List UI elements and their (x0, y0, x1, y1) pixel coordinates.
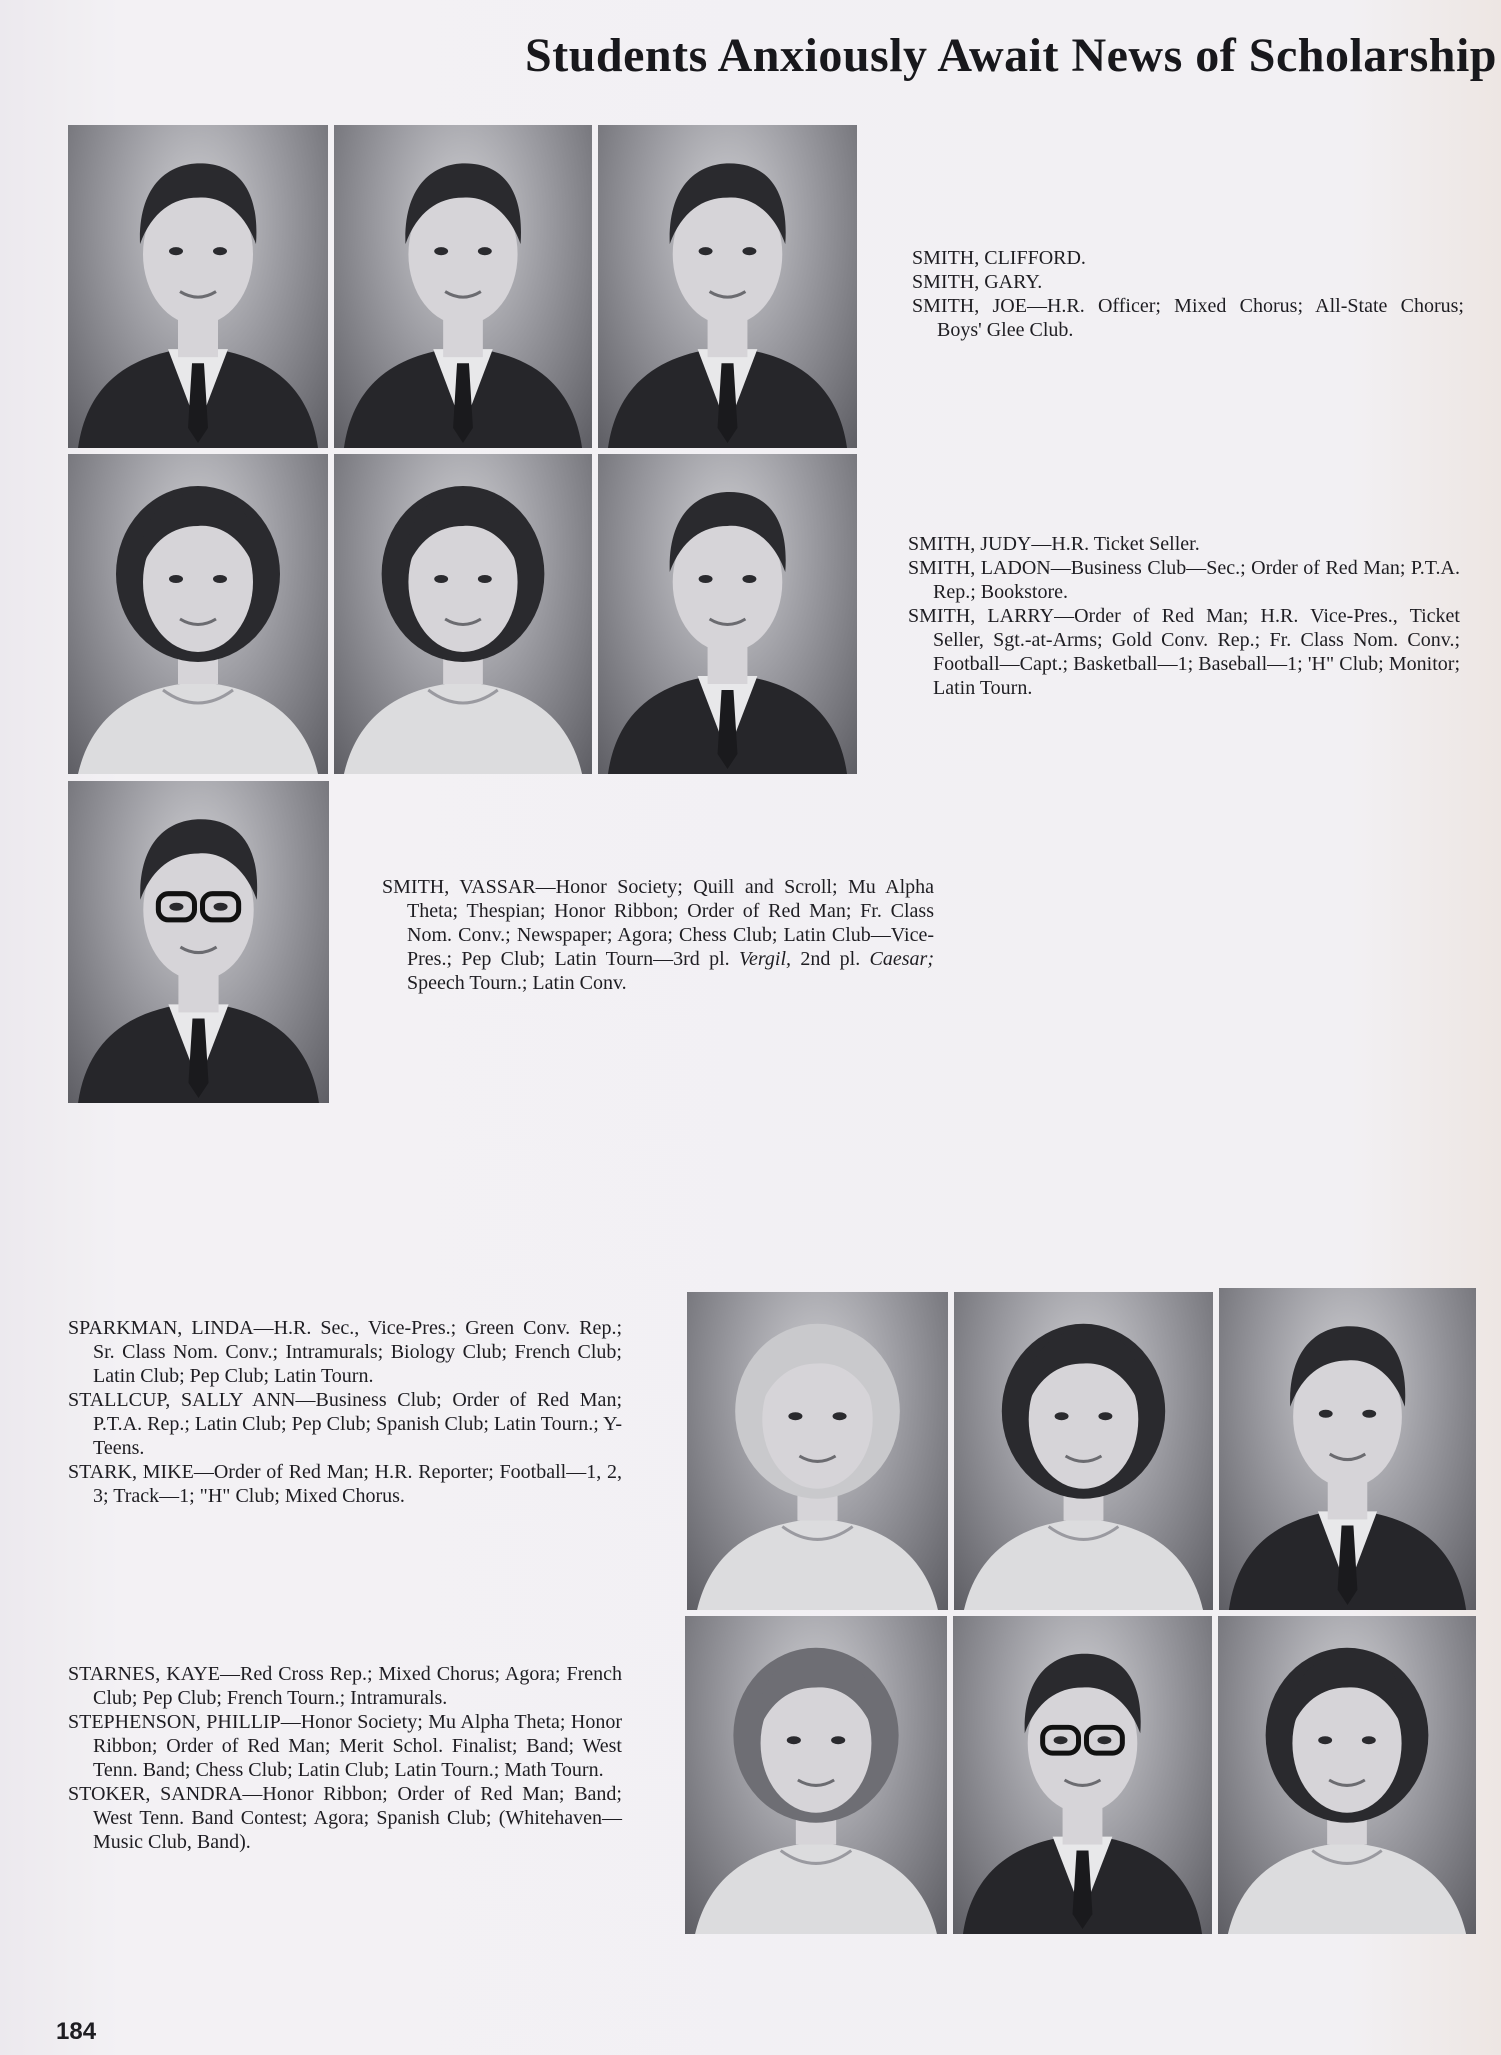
caption-entry: SMITH, LADON—Business Club—Sec.; Order of Red Man; P.T.A. Rep.; Bookstore. (908, 557, 1460, 603)
page-number: 184 (56, 2018, 97, 2045)
caption-entry: SPARKMAN, LINDA—H.R. Sec., Vice-Pres.; Green Conv. Rep.; Sr. Class Nom. Conv.; Intramurals; Biology Club; French Club; Latin Club; Pep Club; Latin Tourn. (68, 1317, 622, 1387)
caption-group-smith-2 (908, 532, 1460, 700)
caption-group-smith-vassar (382, 875, 934, 995)
portrait-smith-larry (598, 454, 857, 774)
caption-entry: SMITH, JUDY—H.R. Ticket Seller. (908, 533, 1200, 555)
portrait-silhouette (598, 125, 857, 448)
caption-group-starnes (68, 1662, 622, 1854)
caption-entry: STOKER, SANDRA—Honor Ribbon; Order of Red Man; Band; West Tenn. Band Contest; Agora; Spanish Club; (Whitehaven—Music Club, Band). (68, 1783, 622, 1853)
portrait-silhouette (685, 1616, 947, 1934)
caption-italic: Vergil, (738, 948, 791, 970)
portrait-silhouette (334, 454, 592, 774)
portrait-stark-mike (1219, 1288, 1476, 1610)
caption-entry: STARNES, KAYE—Red Cross Rep.; Mixed Chorus; Agora; French Club; Pep Club; French Tourn.; Intramurals. (68, 1663, 622, 1709)
caption-text: 2nd pl. (791, 948, 870, 970)
caption-entry: STEPHENSON, PHILLIP—Honor Society; Mu Alpha Theta; Honor Ribbon; Order of Red Man; Merit Schol. Finalist; Band; West Tenn. Band; Chess Club; Latin Club; Latin Tourn.; Math Tourn. (68, 1711, 622, 1781)
caption-italic: Caesar; (869, 948, 934, 970)
portrait-silhouette (334, 125, 592, 448)
caption-entry: SMITH, JOE—H.R. Officer; Mixed Chorus; All-State Chorus; Boys' Glee Club. (912, 295, 1464, 341)
portrait-smith-ladon (334, 454, 592, 774)
caption-group-smith-1 (912, 246, 1464, 342)
caption-entry: STALLCUP, SALLY ANN—Business Club; Order of Red Man; P.T.A. Rep.; Latin Club; Pep Club; Spanish Club; Latin Tourn.; Y-Teens. (68, 1389, 622, 1459)
portrait-smith-gary (334, 125, 592, 448)
portrait-sparkman-linda (687, 1292, 948, 1610)
portrait-smith-joe (598, 125, 857, 448)
portrait-silhouette (68, 125, 328, 448)
portrait-silhouette (953, 1616, 1212, 1934)
portrait-smith-vassar (68, 781, 329, 1103)
portrait-stallcup-sally-ann (954, 1292, 1213, 1610)
portrait-silhouette (68, 454, 328, 774)
portrait-silhouette (954, 1292, 1213, 1610)
portrait-smith-clifford (68, 125, 328, 448)
caption-group-sparkman (68, 1316, 622, 1508)
caption-text: SMITH, VASSAR—Honor Society; Quill and Scroll; Mu Alpha Theta; Thespian; Honor Ribbon; Order of Red Man; Fr. Class Nom. Conv.; Newspaper; Agora; Chess Club; Latin Club—Vice-Pres.; Pep Club; Latin Tourn—3rd pl. (382, 876, 934, 970)
caption-entry (382, 875, 934, 995)
portrait-silhouette (1218, 1616, 1476, 1934)
portrait-silhouette (1219, 1288, 1476, 1610)
caption-text: Speech Tourn.; Latin Conv. (407, 972, 627, 994)
portrait-stoker-sandra (1218, 1616, 1476, 1934)
portrait-starnes-kaye (685, 1616, 947, 1934)
page-title: Students Anxiously Await News of Scholarship (525, 29, 1497, 82)
portrait-silhouette (598, 454, 857, 774)
portrait-stephenson-phillip (953, 1616, 1212, 1934)
caption-entry: STARK, MIKE—Order of Red Man; H.R. Reporter; Football—1, 2, 3; Track—1; "H" Club; Mixed Chorus. (68, 1461, 622, 1507)
portrait-silhouette (68, 781, 329, 1103)
portrait-smith-judy (68, 454, 328, 774)
caption-entry: SMITH, GARY. (912, 271, 1043, 293)
caption-entry: SMITH, LARRY—Order of Red Man; H.R. Vice-Pres., Ticket Seller, Sgt.-at-Arms; Gold Conv. Rep.; Fr. Class Nom. Conv.; Football—Capt.; Basketball—1; Baseball—1; 'H" Club; Monitor; Latin Tourn. (908, 605, 1460, 699)
portrait-silhouette (687, 1292, 948, 1610)
caption-entry: SMITH, CLIFFORD. (912, 247, 1086, 269)
